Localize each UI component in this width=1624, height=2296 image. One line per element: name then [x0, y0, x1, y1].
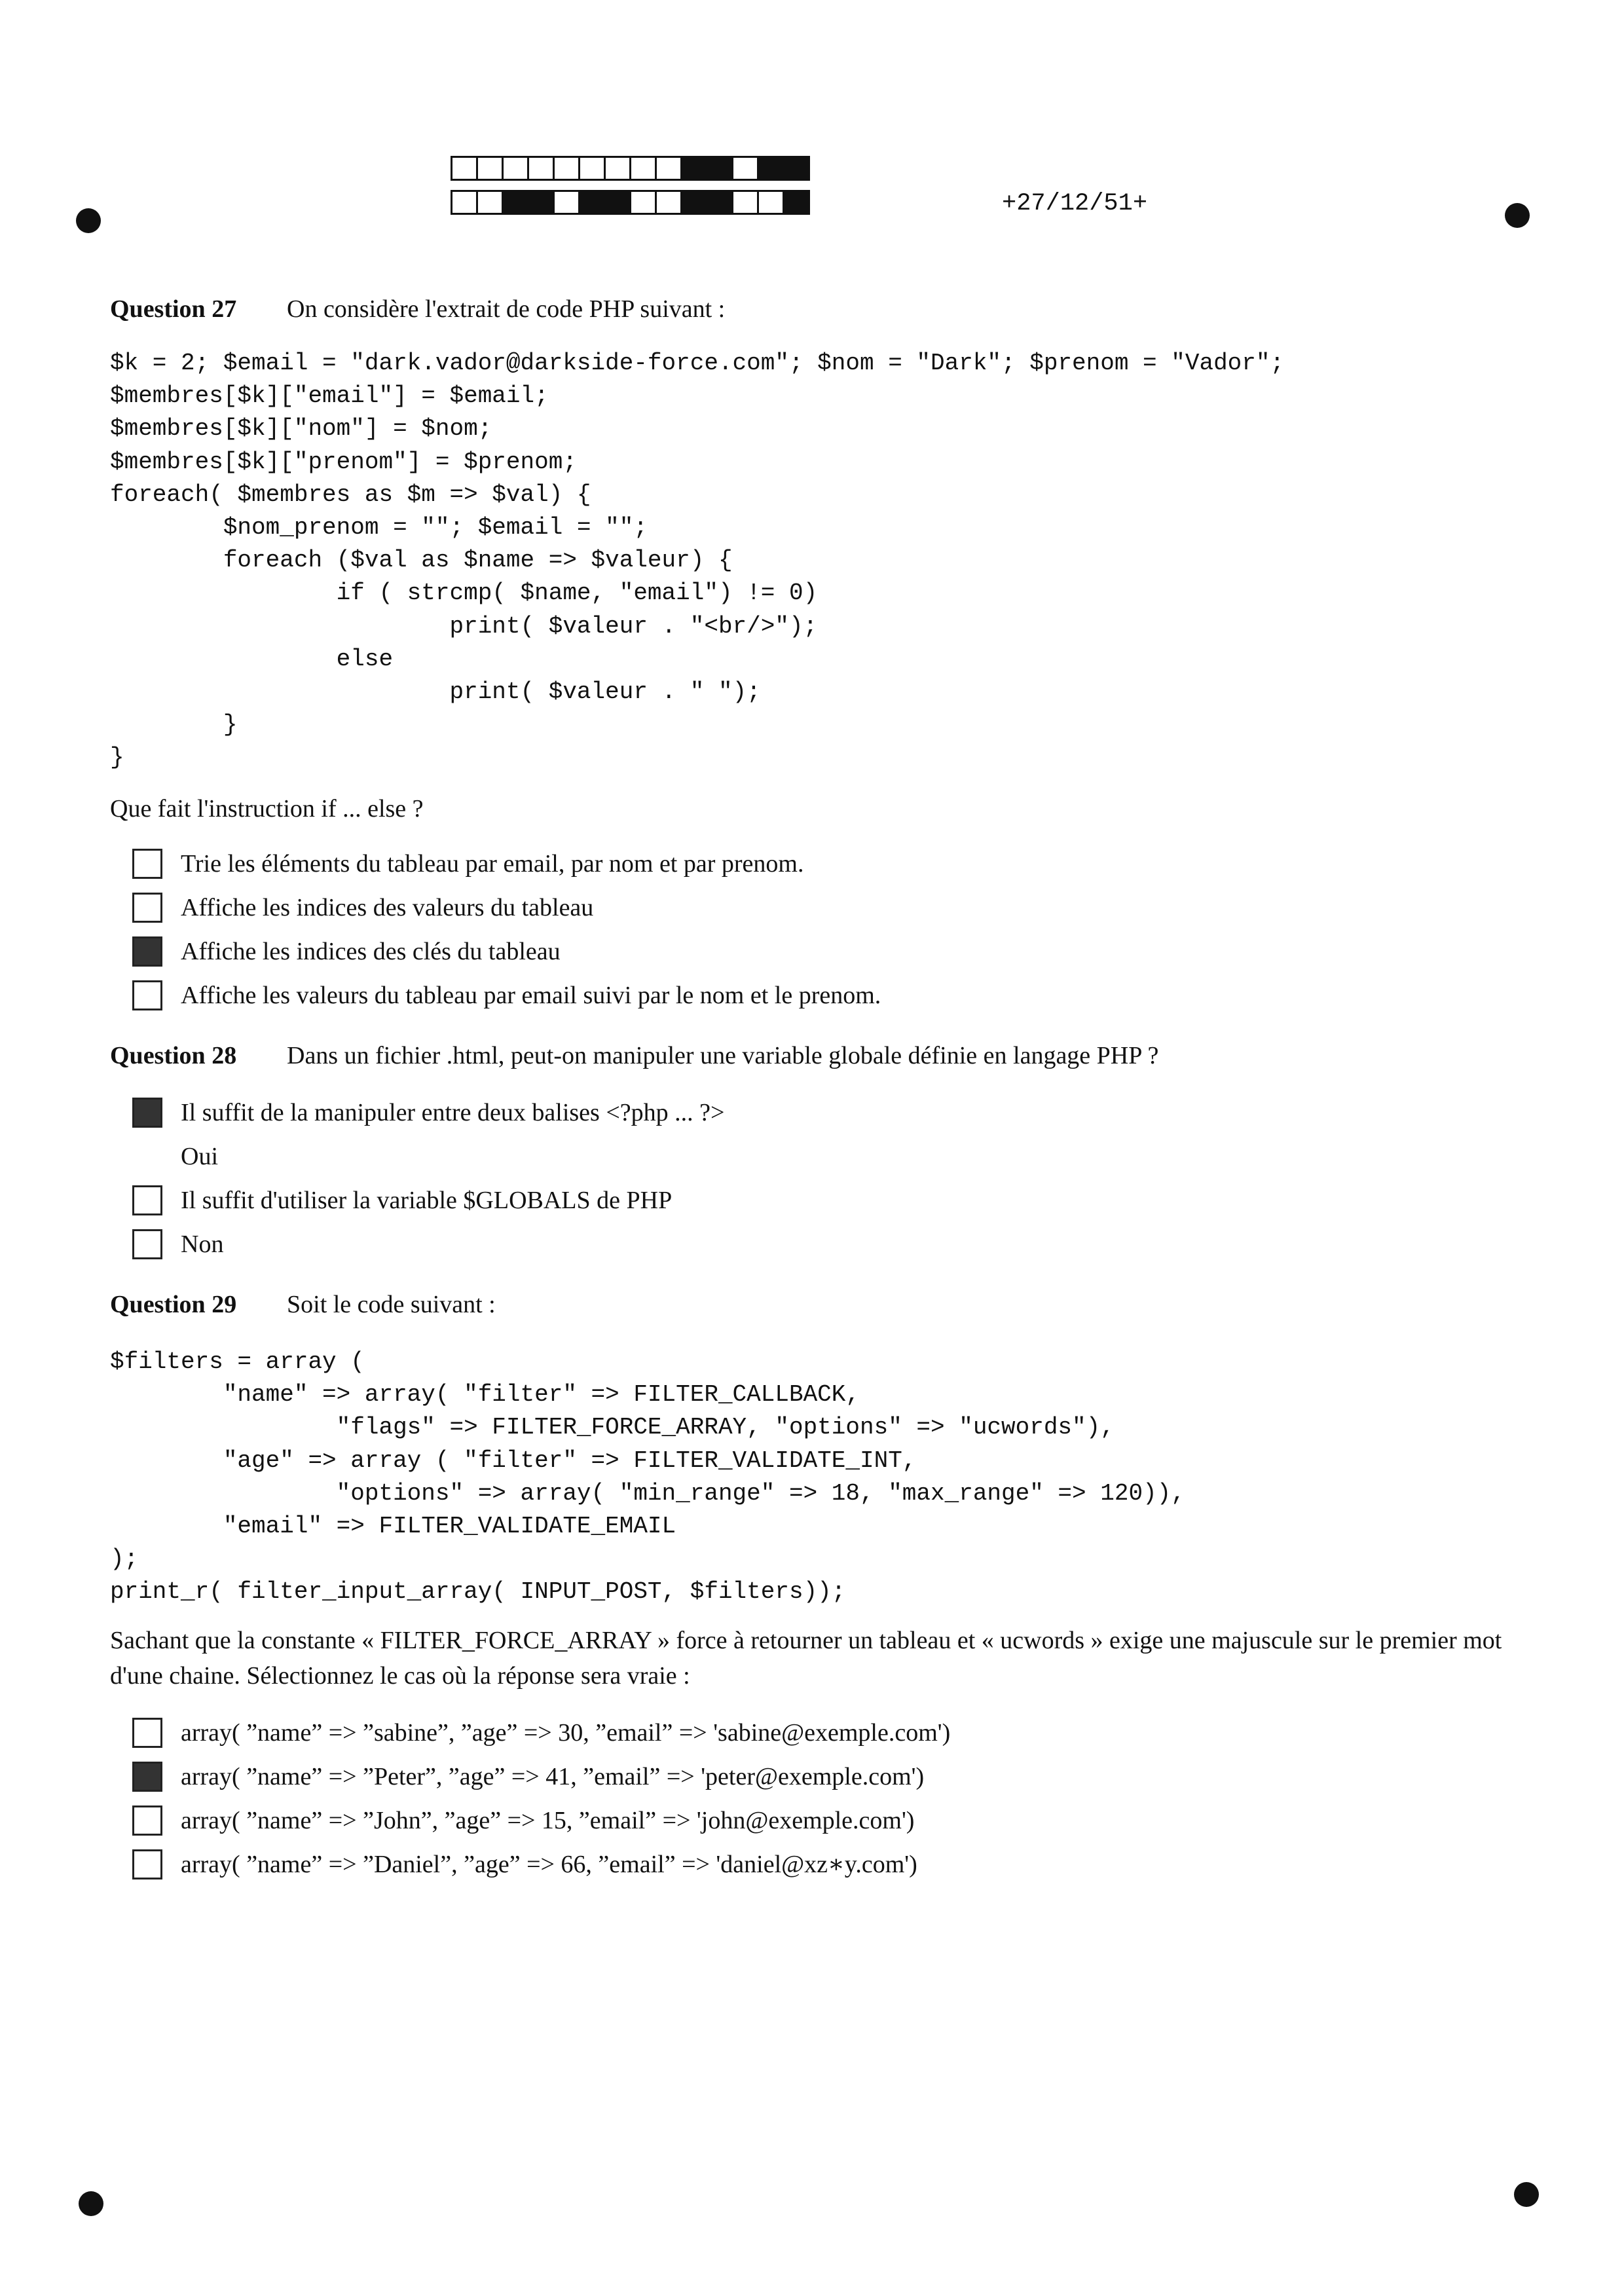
- answer-text: array( ”name” => ”sabine”, ”age” => 30, ”email” => 'sabine@exemple.com'): [181, 1718, 951, 1747]
- barcode-cell: [502, 156, 529, 181]
- answer-text: Affiche les indices des valeurs du tableau: [181, 893, 594, 921]
- barcode-cell: [451, 156, 478, 181]
- answer-checkbox[interactable]: [132, 1805, 162, 1836]
- answer-text: array( ”name” => ”Peter”, ”age” => 41, ”email” => 'peter@exemple.com'): [181, 1762, 925, 1790]
- answer-text: Trie les éléments du tableau par email, par nom et par prenom.: [181, 849, 804, 878]
- answer-option[interactable]: [132, 1090, 724, 1134]
- answer-text: array( ”name” => ”Daniel”, ”age” => 66, ”email” => 'daniel@xz∗y.com'): [181, 1851, 917, 1878]
- answer-text: array( ”name” => ”John”, ”age” => 15, ”email” => 'john@exemple.com'): [181, 1806, 915, 1834]
- question-intro: Soit le code suivant :: [287, 1291, 496, 1318]
- barcode-cell: [706, 190, 733, 215]
- answer-spacer: [132, 1141, 162, 1172]
- barcode-cell: [757, 156, 784, 181]
- barcode-cell: [629, 156, 657, 181]
- barcode-cell: [451, 190, 478, 215]
- registration-mark-bottom-right: [1514, 2182, 1539, 2207]
- registration-mark-top-left: [76, 208, 101, 233]
- answer-checkbox[interactable]: [132, 1229, 162, 1259]
- answer-option[interactable]: [132, 1222, 724, 1266]
- answer-option[interactable]: [132, 1134, 724, 1178]
- question-label: Question 28: [110, 1042, 237, 1069]
- answer-option[interactable]: [132, 1178, 724, 1222]
- barcode-cell: [578, 190, 606, 215]
- question-27-prompt: Que fait l'instruction if ... else ?: [110, 795, 424, 823]
- question-28-options: [132, 1090, 724, 1266]
- barcode-cell: [553, 190, 580, 215]
- barcode-cell: [578, 156, 606, 181]
- question-27-header: [110, 295, 725, 324]
- barcode-row-2: [451, 190, 808, 215]
- barcode-cell: [731, 156, 759, 181]
- answer-option[interactable]: [132, 1711, 950, 1754]
- answer-checkbox[interactable]: [132, 1849, 162, 1879]
- answer-option[interactable]: [132, 1754, 950, 1798]
- barcode-cell: [527, 156, 555, 181]
- barcode-cell: [604, 190, 631, 215]
- answer-text: Il suffit d'utiliser la variable $GLOBALS de PHP: [181, 1186, 673, 1214]
- barcode-cell: [680, 190, 708, 215]
- barcode-cell: [476, 190, 504, 215]
- barcode-cell: [502, 190, 529, 215]
- answer-checkbox[interactable]: [132, 936, 162, 967]
- barcode-cell: [553, 156, 580, 181]
- question-27-code: $k = 2; $email = "dark.vador@darkside-force.com"; $nom = "Dark"; $prenom = "Vador"; $membres[$k]["email"] = $email; $membres[$k]["nom"] = $nom; $membres[$k]["prenom"] = $prenom; foreach( $membres as $m => $val) { $nom_prenom = ""; $email = ""; foreach ($val as $name => $valeur) { if ( strcmp( $name, "email") != 0) print( $valeur . "<br/>"); else print( $valeur . " "); } }: [110, 350, 1285, 771]
- registration-mark-bottom-left: [79, 2191, 103, 2216]
- barcode-cell: [783, 190, 810, 215]
- answer-option[interactable]: [132, 842, 881, 885]
- answer-option[interactable]: [132, 1842, 950, 1886]
- answer-checkbox[interactable]: [132, 1098, 162, 1128]
- answer-option[interactable]: [132, 1798, 950, 1842]
- question-intro: On considère l'extrait de code PHP suivant :: [287, 295, 726, 323]
- answer-text: Oui: [181, 1142, 218, 1170]
- barcode-cell: [527, 190, 555, 215]
- answer-option[interactable]: [132, 929, 881, 973]
- answer-checkbox[interactable]: [132, 1718, 162, 1748]
- barcode-cell: [476, 156, 504, 181]
- question-29-options: [132, 1711, 950, 1886]
- barcode-cell: [783, 156, 810, 181]
- question-label: Question 27: [110, 295, 237, 323]
- answer-checkbox[interactable]: [132, 849, 162, 879]
- question-intro: Dans un fichier .html, peut-on manipuler une variable globale définie en langage PHP ?: [287, 1042, 1159, 1069]
- barcode-cell: [655, 190, 682, 215]
- question-29-header: [110, 1290, 496, 1319]
- answer-checkbox[interactable]: [132, 1185, 162, 1215]
- barcode-cell: [706, 156, 733, 181]
- question-27-options: [132, 842, 881, 1017]
- answer-checkbox[interactable]: [132, 893, 162, 923]
- barcode-row-1: [451, 156, 808, 181]
- barcode-cell: [629, 190, 657, 215]
- answer-text: Il suffit de la manipuler entre deux balises <?php ... ?>: [181, 1098, 725, 1126]
- page-id: +27/12/51+: [1002, 190, 1148, 217]
- answer-text: Affiche les indices des clés du tableau: [181, 937, 561, 965]
- question-29-code: $filters = array ( "name" => array( "filter" => FILTER_CALLBACK, "flags" => FILTER_FORCE_ARRAY, "options" => "ucwords"), "age" => array ( "filter" => FILTER_VALIDATE_INT, "options" => array( "min_range" => 18, "max_range" => 120)), "email" => FILTER_VALIDATE_EMAIL ); print_r( filter_input_array( INPUT_POST, $filters));: [110, 1348, 1185, 1606]
- barcode-cell: [680, 156, 708, 181]
- registration-mark-top-right: [1505, 203, 1530, 228]
- barcode-cell: [655, 156, 682, 181]
- answer-text: Non: [181, 1230, 224, 1258]
- question-28-header: [110, 1041, 1158, 1070]
- answer-option[interactable]: [132, 973, 881, 1017]
- answer-option[interactable]: [132, 885, 881, 929]
- answer-checkbox[interactable]: [132, 1762, 162, 1792]
- answer-checkbox[interactable]: [132, 980, 162, 1010]
- barcode-cell: [757, 190, 784, 215]
- question-label: Question 29: [110, 1291, 237, 1318]
- answer-text: Affiche les valeurs du tableau par email suivi par le nom et le prenom.: [181, 981, 881, 1009]
- question-29-prompt: Sachant que la constante « FILTER_FORCE_ARRAY » force à retourner un tableau et « ucwords » exige une majuscule sur le premier mot d'une chaine. Sélectionnez le cas où la réponse sera vraie :: [110, 1627, 1502, 1690]
- barcode-cell: [604, 156, 631, 181]
- barcode-cell: [731, 190, 759, 215]
